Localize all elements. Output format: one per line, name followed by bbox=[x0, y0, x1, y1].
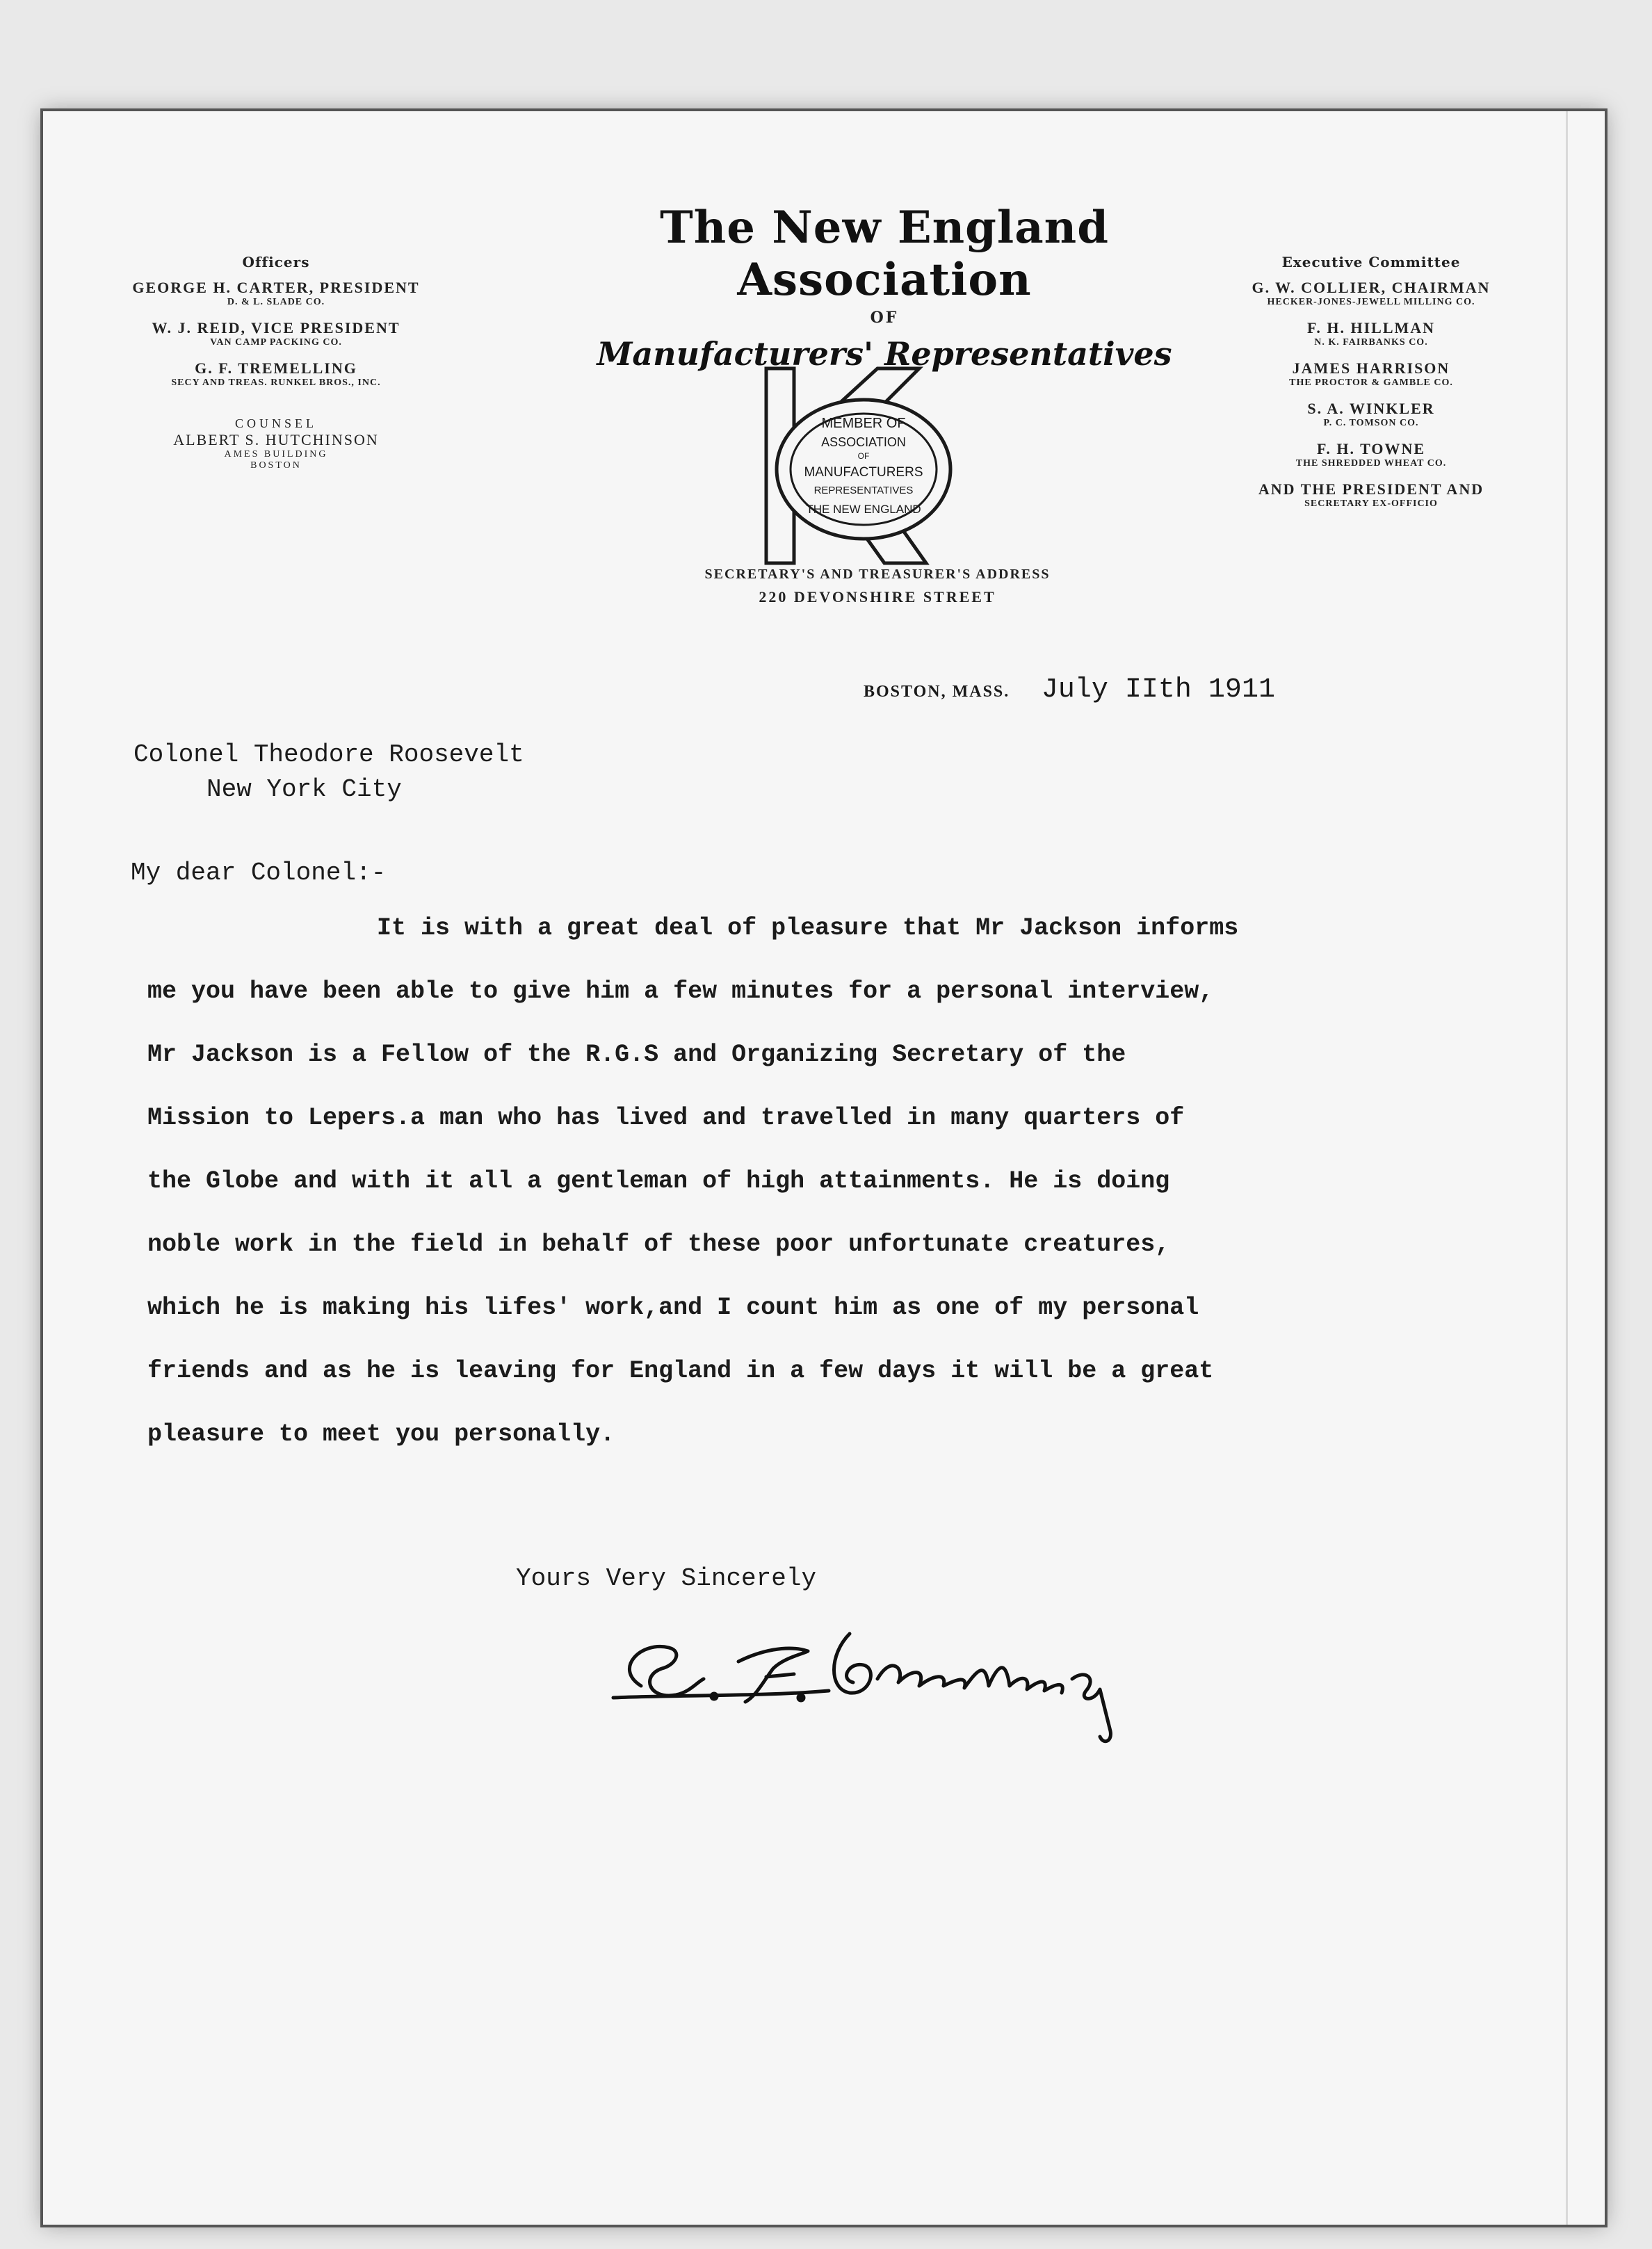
officer-name: GEORGE H. CARTER, PRESIDENT bbox=[132, 279, 420, 296]
association-title: The New England Association bbox=[660, 202, 1109, 306]
officer-org: VAN CAMP PACKING CO. bbox=[210, 337, 342, 348]
emblem-text-manufacturers: MANUFACTURERS bbox=[804, 465, 923, 480]
emblem-text-of: OF bbox=[857, 451, 870, 461]
emblem-text-member: MEMBER OF bbox=[821, 416, 906, 431]
counsel-heading: COUNSEL bbox=[234, 416, 317, 430]
dateline bbox=[864, 674, 1275, 706]
officers-heading: Officers bbox=[242, 254, 310, 270]
officer-name: W. J. REID, VICE PRESIDENT bbox=[152, 319, 400, 336]
fold-line bbox=[1566, 111, 1568, 2225]
closing: Yours Very Sincerely bbox=[516, 1564, 817, 1593]
emblem-text-new-england: THE NEW ENGLAND bbox=[806, 503, 921, 516]
signature-name bbox=[599, 1613, 1295, 1614]
officers-column bbox=[120, 254, 432, 471]
body-line: It is with a great deal of pleasure that Mr Jackson informs bbox=[377, 914, 1239, 942]
counsel-building: AMES BUILDING bbox=[224, 449, 328, 460]
body-line: Mr Jackson is a Fellow of the R.G.S and Organizing Secretary of the bbox=[147, 1041, 1126, 1069]
emblem-text-association: ASSOCIATION bbox=[821, 435, 906, 449]
association-emblem-logo bbox=[738, 362, 989, 570]
committee-name: F. H. HILLMAN bbox=[1306, 319, 1436, 336]
signature-drawing bbox=[599, 1613, 1295, 1752]
body-line: friends and as he is leaving for England in a few days it will be a great bbox=[147, 1357, 1214, 1385]
committee-org: SECRETARY EX-OFFICIO bbox=[1304, 498, 1438, 509]
association-subtitle: Manufacturers' Representatives bbox=[597, 335, 1172, 373]
body-line: the Globe and with it all a gentleman of high attainments. He is doing bbox=[147, 1167, 1170, 1195]
committee-org: HECKER-JONES-JEWELL MILLING CO. bbox=[1267, 297, 1475, 307]
handwritten-signature bbox=[599, 1613, 1295, 1752]
executive-heading: Executive Committee bbox=[1281, 254, 1461, 270]
association-of: OF bbox=[870, 309, 899, 327]
letter-page bbox=[43, 111, 1605, 2225]
emblem-text-representatives: REPRESENTATIVES bbox=[813, 485, 914, 496]
committee-org: THE SHREDDED WHEAT CO. bbox=[1295, 458, 1447, 469]
committee-name: JAMES HARRISON bbox=[1292, 359, 1450, 377]
letter-place: BOSTON, MASS. bbox=[864, 683, 1010, 701]
secretary-address bbox=[530, 567, 1225, 606]
committee-org: P. C. TOMSON CO. bbox=[1323, 418, 1419, 428]
body-line: noble work in the field in behalf of these poor unfortunate creatures, bbox=[147, 1231, 1170, 1258]
recipient-city: New York City bbox=[206, 775, 402, 804]
counsel-name: ALBERT S. HUTCHINSON bbox=[173, 431, 379, 448]
committee-name: AND THE PRESIDENT AND bbox=[1258, 480, 1484, 498]
committee-name: S. A. WINKLER bbox=[1307, 400, 1435, 417]
officer-org: SECY AND TREAS. RUNKEL BROS., INC. bbox=[171, 377, 381, 388]
counsel-city: BOSTON bbox=[250, 460, 302, 471]
officer-org: D. & L. SLADE CO. bbox=[227, 297, 325, 307]
address-street: 220 DEVONSHIRE STREET bbox=[759, 588, 996, 606]
committee-org: THE PROCTOR & GAMBLE CO. bbox=[1289, 377, 1453, 388]
letter-date: July IIth 1911 bbox=[1041, 674, 1275, 706]
executive-committee-column bbox=[1190, 254, 1552, 521]
recipient-name: Colonel Theodore Roosevelt bbox=[133, 740, 524, 769]
body-line: which he is making his lifes' work,and I count him as one of my personal bbox=[147, 1294, 1199, 1322]
letter-body bbox=[147, 897, 1559, 1466]
officer-name: G. F. TREMELLING bbox=[195, 359, 357, 377]
body-line: me you have been able to give him a few minutes for a personal interview, bbox=[147, 977, 1214, 1005]
committee-org: N. K. FAIRBANKS CO. bbox=[1314, 337, 1428, 348]
salutation: My dear Colonel:- bbox=[131, 859, 387, 887]
committee-name: G. W. COLLIER, CHAIRMAN bbox=[1252, 279, 1491, 296]
body-line: pleasure to meet you personally. bbox=[147, 1420, 615, 1448]
address-heading: SECRETARY'S AND TREASURER'S ADDRESS bbox=[704, 567, 1051, 582]
letterhead-title-block bbox=[558, 202, 1211, 373]
body-line: Mission to Lepers.a man who has lived and travelled in many quarters of bbox=[147, 1104, 1185, 1132]
committee-name: F. H. TOWNE bbox=[1316, 440, 1426, 457]
